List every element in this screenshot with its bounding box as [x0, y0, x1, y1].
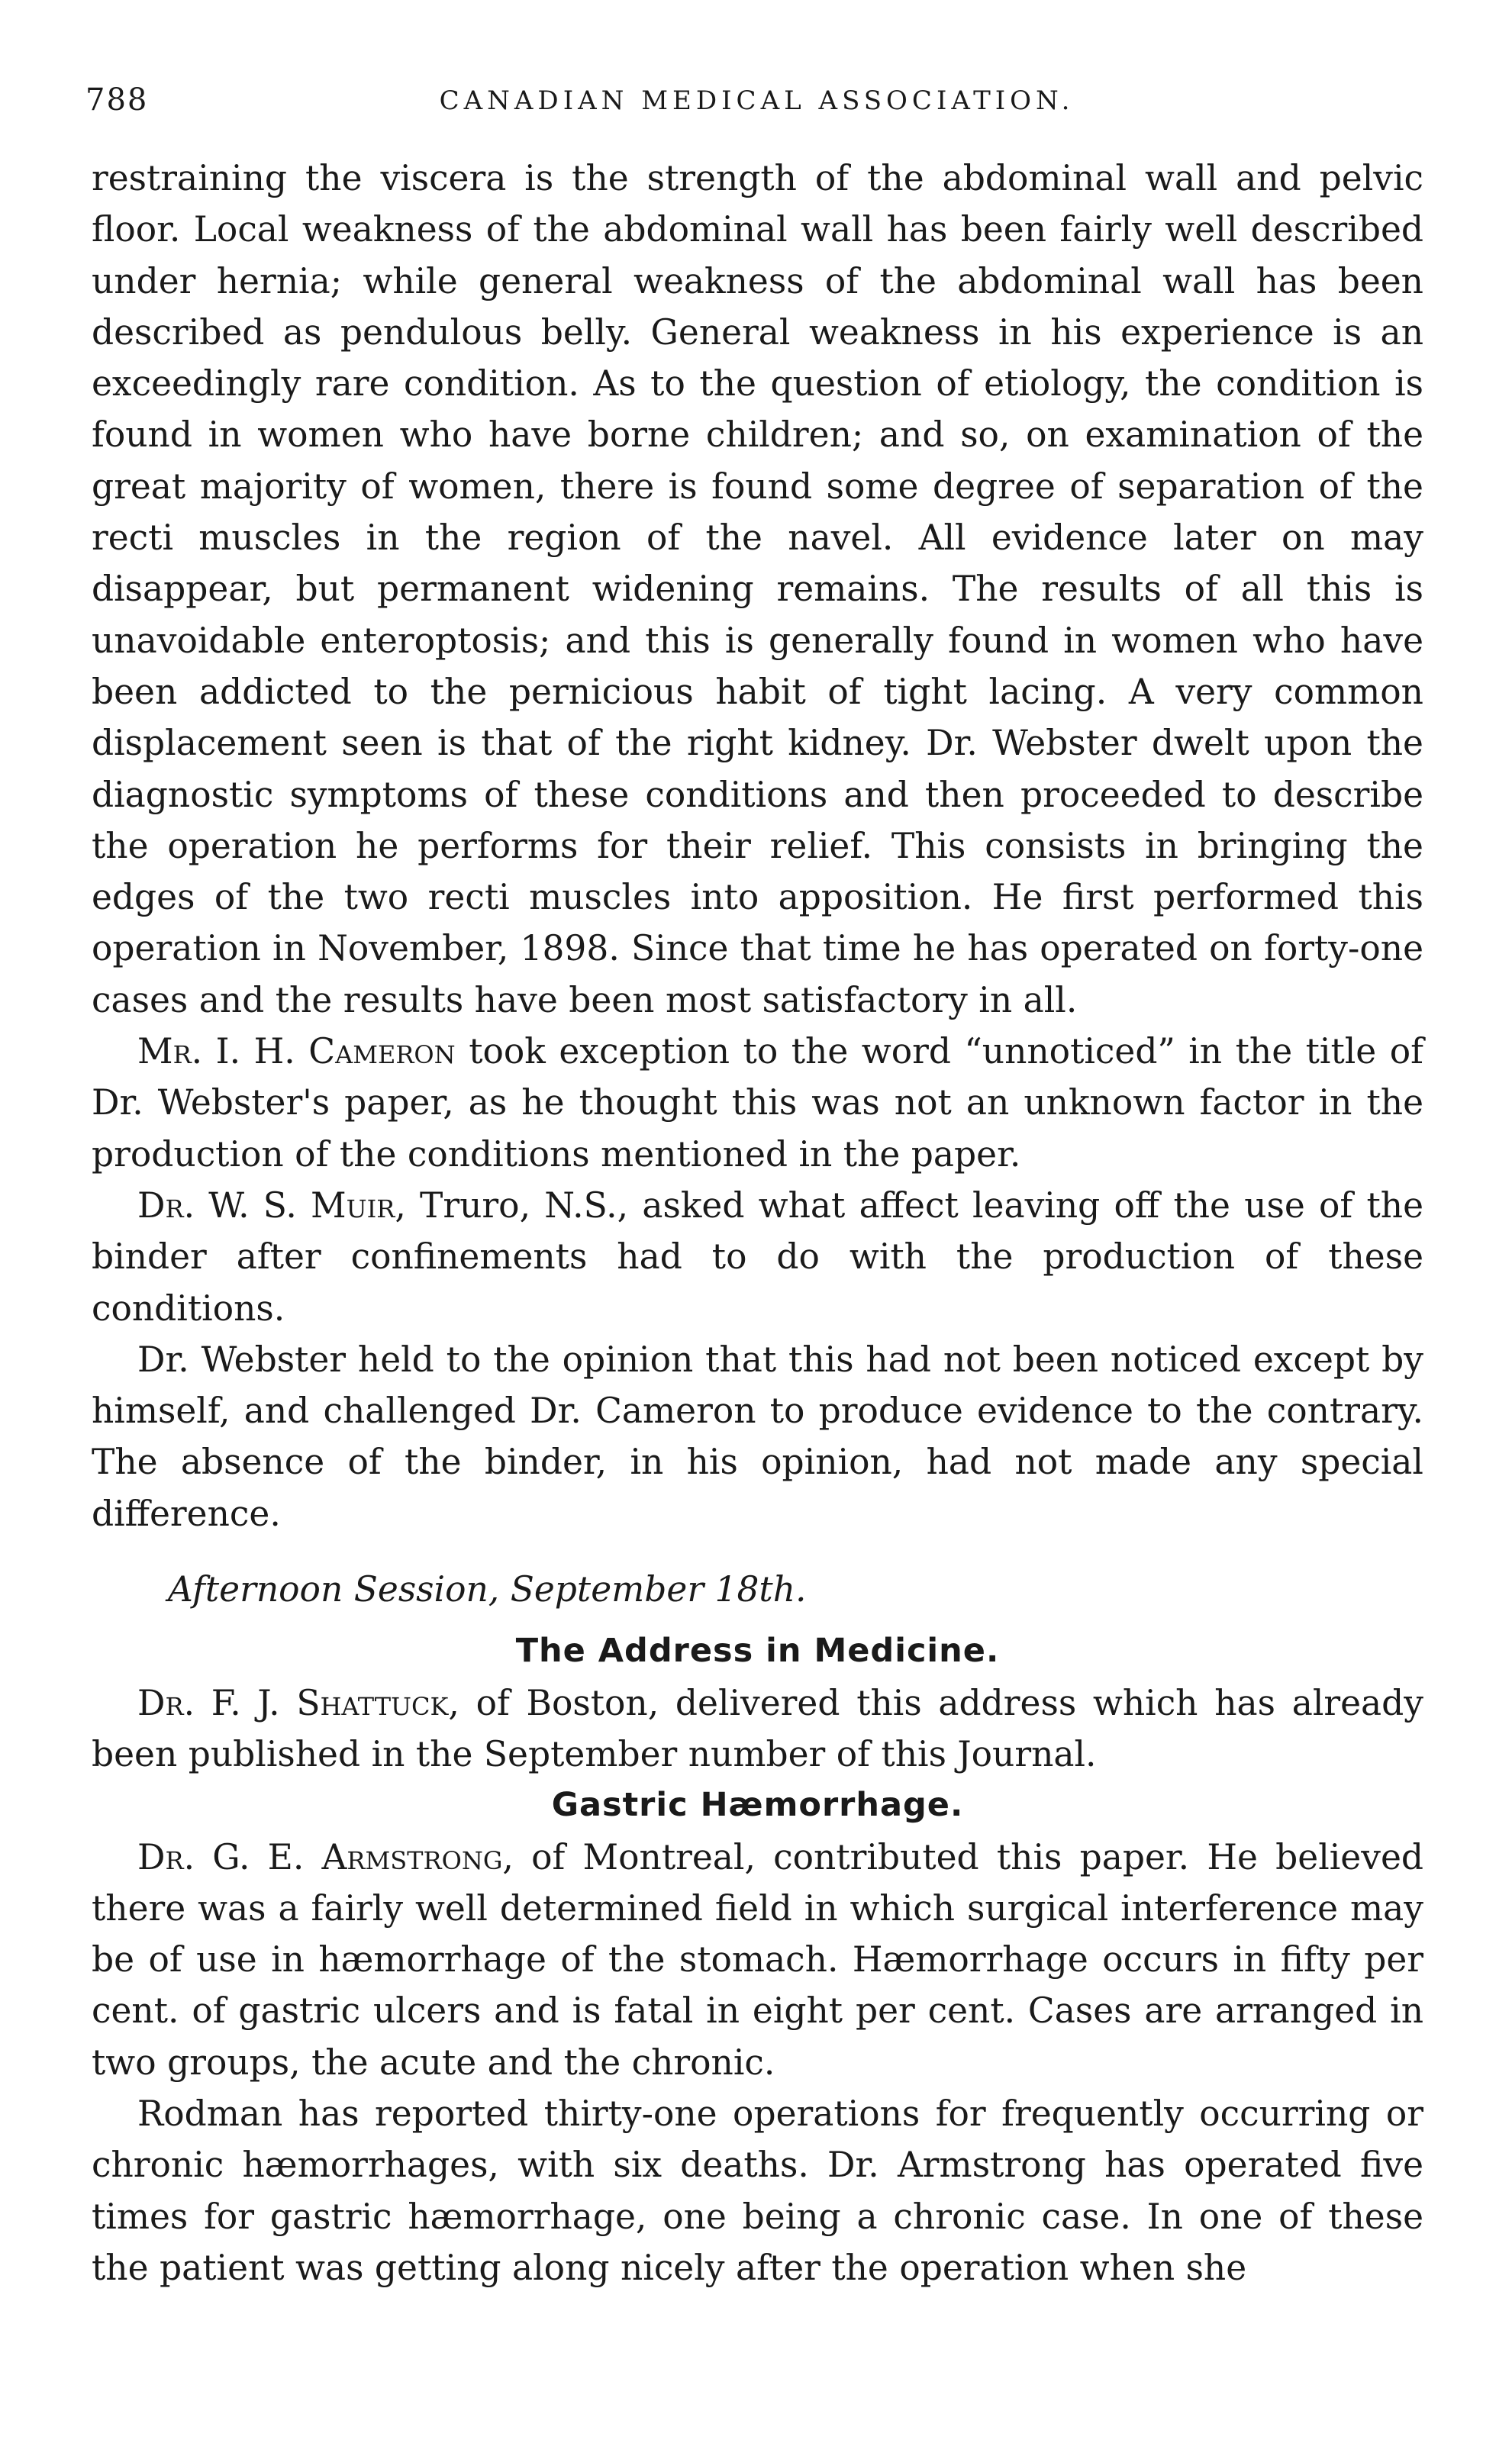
session-title: Afternoon Session, September 18th.	[168, 1569, 807, 1610]
page-number: 788	[85, 82, 149, 118]
paragraph-webster-reply: Dr. Webster held to the opinion that this had not been noticed except by himself, and challenged Dr. Cameron to produce evidence to the contrary. The absence of the binder, in his opinion, had not made any special difference.	[92, 1339, 1423, 1534]
speaker-name: Dr. W. S. Muir	[137, 1184, 395, 1226]
paragraph-shattuck-address	[92, 1678, 1423, 1781]
paragraph-webster-summary: restraining the viscera is the strength of the abdominal wall and pelvic floor. Local weakness of the abdominal wall has been fairly well described under hernia; while general weakness of the abdominal wall has been described as pendulous belly. General weakness in his experience is an exceedingly rare condition. As to the question of etiology, the condition is found in women who have borne children; and so, on examination of the great majority of women, there is found some degree of separation of the recti muscles in the region of the navel. All evidence later on may disappear, but permanent widening remains. The results of all this is unavoidable enteroptosis; and this is generally found in women who have been addicted to the pernicious habit of tight lacing. A very common displacement seen is that of the right kidney. Dr. Webster dwelt upon the diagnostic symptoms of these conditions and then proceeded to describe the operation he performs for their relief. This consists in bringing the edges of the two recti muscles into apposition. He first performed this operation in November, 1898. Since that time he has operated on forty-one cases and the results have been most satisfactory in all.	[92, 158, 1423, 1020]
heading-gastric-haemorrhage: Gastric Hæmorrhage.	[551, 1786, 964, 1825]
paragraph-text: , of Boston, delivered this address which has already been published in the September number of this Journal.	[92, 1682, 1424, 1774]
speaker-name: Mr. I. H. Cameron	[137, 1031, 456, 1072]
body-text	[92, 153, 1423, 2293]
paragraph-armstrong-paper	[92, 1832, 1423, 2088]
paragraph-cameron-remark	[92, 1026, 1423, 1180]
speaker-name: Dr. F. J. Shattuck	[137, 1682, 449, 1723]
paragraph-text: , Truro, N.S., asked what affect leaving off the use of the binder after confinements had to do with the production of these conditions.	[92, 1184, 1423, 1329]
page-header	[85, 82, 1428, 128]
paragraph-muir-question	[92, 1180, 1423, 1334]
paragraph-rodman-operations: Rodman has reported thirty-one operations for frequently occurring or chronic hæmorrhages, with six deaths. Dr. Armstrong has operated five times for gastric hæmorrhage, one being a chronic case. In one of these the patient was getting along nicely after the operation when she	[92, 2093, 1423, 2288]
heading-address-in-medicine: The Address in Medicine.	[515, 1632, 1000, 1671]
running-title: CANADIAN MEDICAL ASSOCIATION.	[439, 85, 1075, 116]
paragraph-text: took exception to the word “unnoticed” in the title of Dr. Webster's paper, as he thought this was not an unknown factor in the production of the conditions mentioned in the paper.	[92, 1031, 1423, 1175]
speaker-name: Dr. G. E. Armstrong	[137, 1836, 503, 1877]
paragraph-text: , of Montreal, contributed this paper. He believed there was a fairly well determined field in which surgical interference may be of use in hæmorrhage of the stomach. Hæmorrhage occurs in fifty per cent. of gastric ulcers and is fatal in eight per cent. Cases are arranged in two groups, the acute and the chronic.	[92, 1836, 1423, 2083]
